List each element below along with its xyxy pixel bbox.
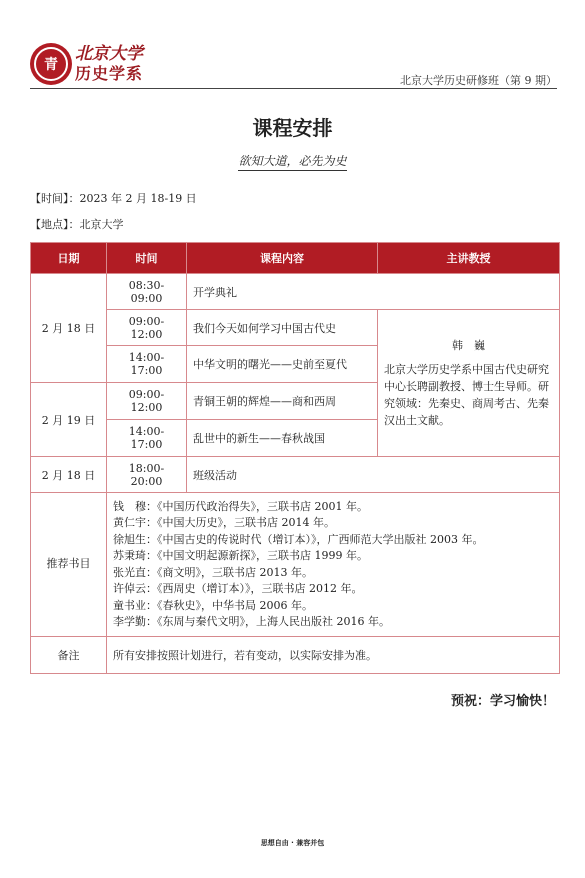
book-item: 张光直：《商文明》，三联书店 2013 年。 bbox=[113, 565, 313, 579]
logo-line-2: 历史学系 bbox=[75, 64, 144, 83]
books-label: 推荐书目 bbox=[31, 493, 107, 637]
header-professor: 主讲教授 bbox=[378, 243, 560, 274]
footer-slogan: 思想自由 · 兼容并包 bbox=[260, 839, 325, 847]
time-cell: 09:00-12:00 bbox=[107, 310, 187, 346]
header-date: 日期 bbox=[31, 243, 107, 274]
time-cell: 09:00-12:00 bbox=[107, 383, 187, 420]
logo-line-1: 北京大学 bbox=[75, 44, 143, 64]
time-cell: 14:00-17:00 bbox=[107, 346, 187, 383]
professor-name: 韩 巍 bbox=[452, 339, 485, 352]
professor-description: 北京大学历史学系中国古代史研究中心长聘副教授、博士生导师。研究领域：先秦史、商周考古、先秦汉出土文献。 bbox=[384, 363, 549, 427]
books-row bbox=[31, 493, 560, 637]
info-time: 【时间】：2023 年 2 月 18-19 日 bbox=[30, 192, 197, 205]
time-cell: 14:00-17:00 bbox=[107, 420, 187, 457]
note-text: 所有安排按照计划进行，若有变动，以实际安排为准。 bbox=[107, 637, 560, 674]
date-cell: 2 月 18 日 bbox=[31, 274, 107, 383]
course-name: 北京大学历史研修班（第 9 期） bbox=[400, 74, 557, 87]
book-item: 童书业：《春秋史》，中华书局 2006 年。 bbox=[113, 598, 313, 612]
books-cell bbox=[107, 493, 560, 637]
content-cell: 中华文明的曙光——史前至夏代 bbox=[187, 346, 378, 383]
book-item: 李学勤：《东周与秦代文明》，上海人民出版社 2016 年。 bbox=[113, 615, 390, 628]
info-place: 【地点】：北京大学 bbox=[30, 218, 124, 231]
header-time: 时间 bbox=[107, 243, 187, 274]
book-item: 许倬云：《西周史（增订本）》，三联书店 2012 年。 bbox=[113, 582, 363, 595]
content-cell: 开学典礼 bbox=[187, 274, 560, 310]
time-cell: 18:00-20:00 bbox=[107, 457, 187, 493]
logo-seal: 青 bbox=[34, 47, 68, 81]
department-logo bbox=[30, 43, 72, 85]
book-item: 黄仁宇：《中国大历史》，三联书店 2014 年。 bbox=[113, 516, 335, 529]
note-row bbox=[31, 637, 560, 674]
book-item: 徐旭生：《中国古史的传说时代（增订本）》，广西师范大学出版社 2003 年。 bbox=[113, 532, 484, 546]
date-cell: 2 月 18 日 bbox=[31, 457, 107, 493]
content-cell: 我们今天如何学习中国古代史 bbox=[187, 310, 378, 346]
logo-text bbox=[75, 45, 143, 83]
page-title: 课程安排 bbox=[252, 116, 333, 140]
table-row bbox=[31, 310, 560, 346]
date-cell: 2 月 19 日 bbox=[31, 383, 107, 457]
note-label: 备注 bbox=[31, 637, 107, 674]
table-row bbox=[31, 457, 560, 493]
closing-regards: 预祝：学习愉快！ bbox=[450, 694, 555, 709]
professor-cell bbox=[378, 310, 560, 457]
table-row bbox=[31, 274, 560, 310]
motto-text: 欲知大道，必先为史 bbox=[238, 154, 346, 171]
table-header-row bbox=[31, 243, 560, 274]
header-divider bbox=[30, 88, 557, 89]
schedule-table bbox=[30, 242, 560, 674]
book-item: 钱 穆：《中国历代政治得失》，三联书店 2001 年。 bbox=[113, 499, 368, 513]
header-content: 课程内容 bbox=[187, 243, 378, 274]
content-cell: 青铜王朝的辉煌——商和西周 bbox=[187, 383, 378, 420]
book-item: 苏秉琦：《中国文明起源新探》，三联书店 1999 年。 bbox=[113, 549, 368, 562]
content-cell: 乱世中的新生——春秋战国 bbox=[187, 420, 378, 457]
motto bbox=[0, 152, 585, 169]
content-cell: 班级活动 bbox=[187, 457, 560, 493]
time-cell: 08:30-09:00 bbox=[107, 274, 187, 310]
